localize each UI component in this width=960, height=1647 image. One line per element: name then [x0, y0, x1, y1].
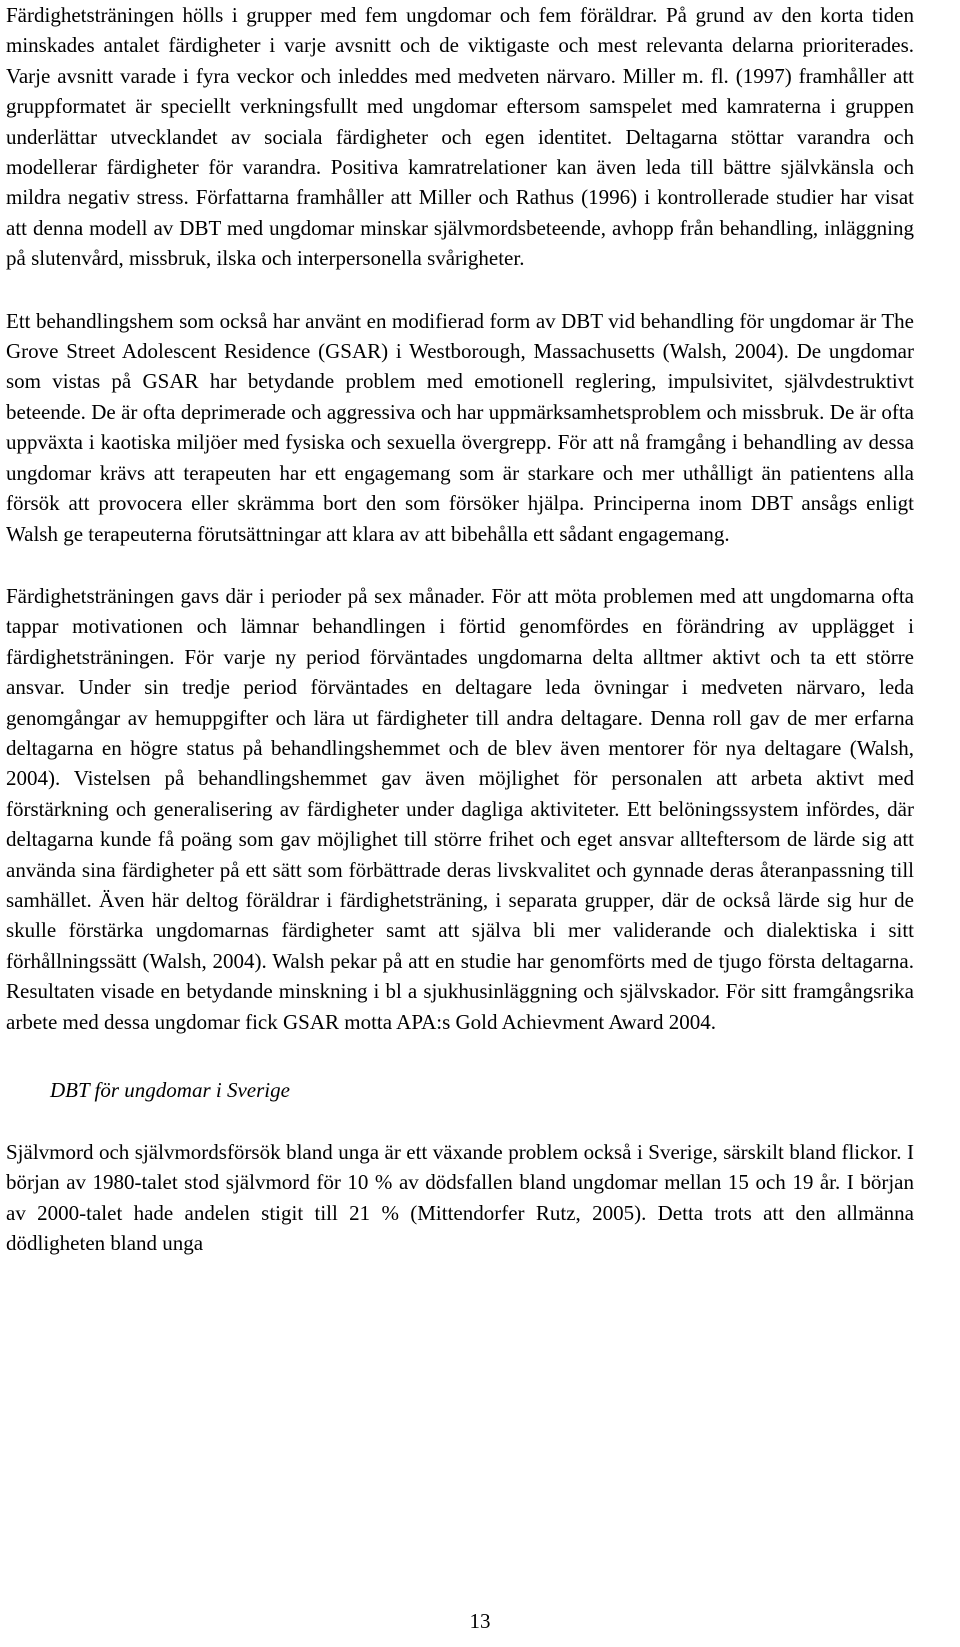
section-heading: DBT för ungdomar i Sverige: [50, 1078, 290, 1102]
body-paragraph: Ett behandlingshem som också har använt en modifierad form av DBT vid behandling för ungdomar är The Grove Street Adolescent Residence (GSAR) i Westborough, Massachusetts (Walsh, 2004). De ungdomar som vistas på GSAR har betydande problem med emotionell reglering, impulsivitet, självdestruktivt beteende. De är ofta deprimerade och aggressiva och har uppmärksamhetsproblem och missbruk. De är ofta uppväxta i kaotiska miljöer med fysiska och sexuella övergrepp. För att nå framgång i behandling av dessa ungdomar krävs att terapeuten har ett engagemang som är starkare och mer uthålligt än patientens alla försök att provocera eller skrämma bort den som försöker hjälpa. Principerna inom DBT ansågs enligt Walsh ge terapeuterna förutsättningar att klara av att bibehålla ett sådant engagemang.: [6, 308, 914, 546]
page-number: 13: [469, 1609, 491, 1633]
body-paragraph: Färdighetsträningen gavs där i perioder på sex månader. För att möta problemen med att ungdomarna ofta tappar motivationen och lämnar behandlingen i förtid genomfördes en förändring av upplägget i färdighetsträningen. För varje ny period förväntades ungdomarna delta alltmer aktivt och ta ett större ansvar. Under sin tredje period förväntades en deltagare leda övningar i medveten närvaro, leda genomgångar av hemuppgifter och lära ut färdigheter till andra deltagare. Denna roll gav de mer erfarna deltagarna en högre status på behandlingshemmet och de blev även mentorer för nya deltagare (Walsh, 2004). Vistelsen på behandlingshemmet gav även möjlighet för personalen att arbeta aktivt med förstärkning och generalisering av färdigheter under dagliga aktiviteter. Ett belöningssystem infördes, där deltagarna kunde få poäng som gav möjlighet till större frihet och eget ansvar allteftersom de lärde sig att använda sina färdigheter på ett sätt som förbättrade deras livskvalitet och gynnade deras återanpassning till samhället. Även här deltog föräldrar i färdighetsträning, i separata grupper, där de också lärde sig hur de skulle förstärka ungdomarnas färdigheter samt att själva bli mer validerande och dialektiska i sitt förhållningssätt (Walsh, 2004). Walsh pekar på att en studie har genomförts med de tjugo första deltagarna. Resultaten visade en betydande minskning i bl a sjukhusinläggning och självskador. För sitt framgångsrika arbete med dessa ungdomar fick GSAR motta APA:s Gold Achievment Award 2004.: [6, 583, 914, 1034]
body-paragraph: Självmord och självmordsförsök bland unga är ett växande problem också i Sverige, särskilt bland flickor. I början av 1980-talet stod självmord för 10 % av dödsfallen bland ungdomar mellan 15 och 19 år. I början av 2000-talet hade andelen stigit till 21 % (Mittendorfer Rutz, 2005). Detta trots att den allmänna dödligheten bland unga: [6, 1140, 914, 1256]
body-paragraph: Färdighetsträningen hölls i grupper med fem ungdomar och fem föräldrar. På grund av den korta tiden minskades antalet färdigheter i varje avsnitt och de viktigaste och mest relevanta delarna prioriterades. Varje avsnitt varade i fyra veckor och inleddes med medveten närvaro. Miller m. fl. (1997) framhåller att gruppformatet är speciellt verkningsfullt med ungdomar eftersom samspelet med kamraterna i gruppen underlättar utvecklandet av sociala färdigheter och egen identitet. Deltagarna stöttar varandra och modellerar färdigheter för varandra. Positiva kamratrelationer kan även leda till bättre självkänsla och mildra negativ stress. Författarna framhåller att Miller och Rathus (1996) i kontrollerade studier har visat att denna modell av DBT med ungdomar minskar självmordsbeteende, avhopp från behandling, inläggning på slutenvård, missbruk, ilska och interpersonella svårigheter.: [6, 3, 914, 271]
